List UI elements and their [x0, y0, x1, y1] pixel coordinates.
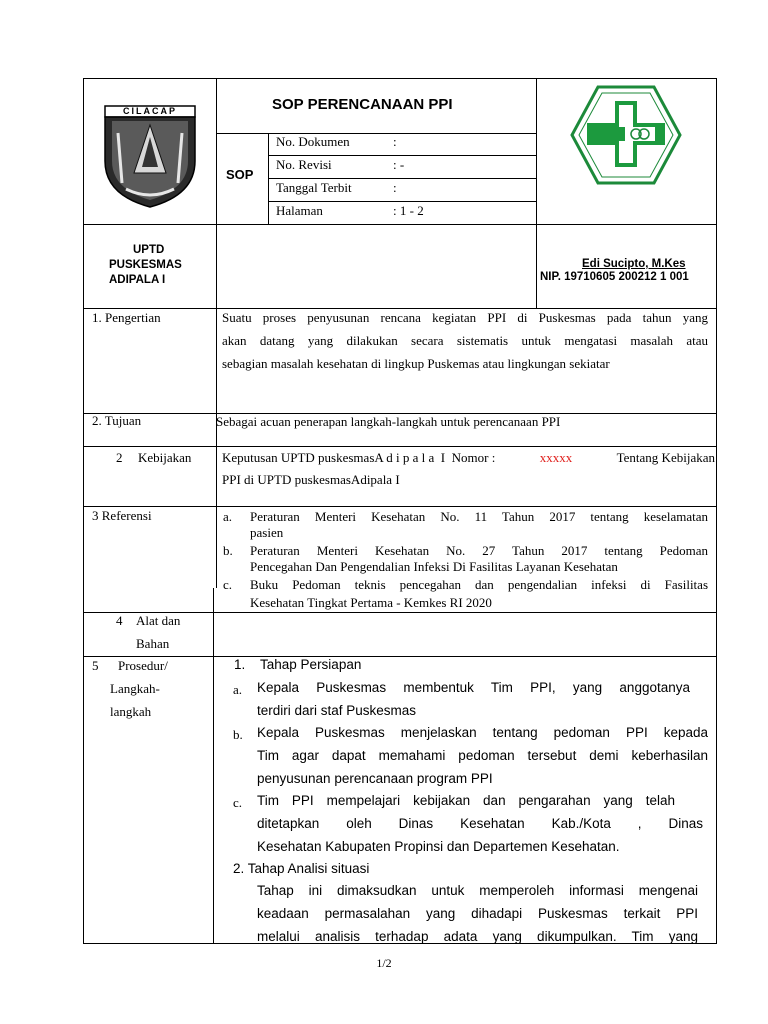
- referensi-a-line-1: Peraturan Menteri Kesehatan No. 11 Tahun 2017 tentang keselamatan: [250, 509, 708, 524]
- page-title: SOP PERENCANAAN PPI: [272, 96, 453, 113]
- kebijakan-line-1: [222, 450, 715, 466]
- row-divider-prosedur: [83, 656, 717, 657]
- prosedur-c-line-1: Tim PPI mempelajari kebijakan dan pengarahan yang telah: [257, 793, 675, 808]
- field-value-no-revisi: : -: [393, 157, 405, 172]
- prosedur-c-line-3: Kesehatan Kabupaten Propinsi dan Departemen Kesehatan.: [257, 839, 620, 854]
- puskesmas-logo-icon: [570, 84, 682, 186]
- field-label-no-dokumen: No. Dokumen: [276, 134, 350, 149]
- prosedur-step-2: 2. Tahap Analisi situasi: [233, 861, 370, 876]
- referensi-b-marker: b.: [223, 543, 233, 558]
- label-prosedur-line-3: langkah: [110, 704, 152, 719]
- label-referensi: 3 Referensi: [92, 508, 152, 523]
- field-divider-1: [268, 155, 536, 156]
- field-label-tanggal-terbit: Tanggal Terbit: [276, 180, 352, 195]
- header-divider-right: [536, 78, 537, 309]
- kebijakan-line-1-b: Tentang Kebijakan: [616, 450, 715, 465]
- prosedur-c-line-2: ditetapkan oleh Dinas Kesehatan Kab./Kota , Dinas: [257, 816, 703, 831]
- prosedur-a-line-1: Kepala Puskesmas membentuk Tim PPI, yang anggotanya: [257, 680, 690, 695]
- prosedur-para-line-2: keadaan permasalahan yang dihadapi Puskesmas terkait PPI: [257, 906, 698, 921]
- cilacap-logo: [100, 103, 200, 209]
- label-alat-num: 4: [116, 613, 123, 628]
- label-pengertian: 1. Pengertian: [92, 310, 161, 325]
- row-divider-kebijakan: [83, 446, 717, 447]
- header-row-divider: [83, 224, 717, 225]
- kebijakan-nomor: xxxxx: [539, 450, 573, 465]
- kebijakan-line-1-a: Keputusan UPTD puskesmasA d i p a l a I Nomor :: [222, 450, 496, 465]
- prosedur-step-1: 1. Tahap Persiapan: [234, 657, 362, 672]
- field-label-halaman: Halaman: [276, 203, 323, 218]
- cilacap-logo-text: CILACAP: [123, 106, 177, 116]
- referensi-a-marker: a.: [223, 509, 233, 524]
- label-prosedur-line-1: Prosedur/: [118, 658, 168, 673]
- prosedur-b-line-1: Kepala Puskesmas menjelaskan tentang pedoman PPI kepada: [257, 725, 708, 740]
- field-divider-2: [268, 178, 536, 179]
- referensi-c-line-1: Buku Pedoman teknis pencegahan dan pengendalian infeksi di Fasilitas: [250, 577, 708, 592]
- referensi-b-line-2: Pencegahan Dan Pengendalian Infeksi Di Fasilitas Layanan Kesehatan: [250, 559, 618, 574]
- pengertian-line-2: akan datang yang dilakukan secara sistematis untuk mengatasi masalah atau: [222, 333, 708, 348]
- label-tujuan: 2. Tujuan: [92, 413, 142, 428]
- prosedur-para-line-1: Tahap ini dimaksudkan untuk memperoleh informasi mengenai: [257, 883, 698, 898]
- label-alat-line-1: Alat dan: [136, 613, 181, 628]
- prosedur-a-line-2: terdiri dari staf Puskesmas: [257, 703, 417, 718]
- tujuan-text: Sebagai acuan penerapan langkah-langkah untuk perencanaan PPI: [216, 414, 561, 429]
- label-alat-line-2: Bahan: [136, 636, 170, 651]
- referensi-b-line-1: Peraturan Menteri Kesehatan No. 27 Tahun 2017 tentang Pedoman: [250, 543, 708, 558]
- prosedur-b-marker: b.: [233, 727, 243, 742]
- sop-label: SOP: [226, 167, 254, 182]
- prosedur-b-line-3: penyusunan perencanaan program PPI: [257, 771, 493, 786]
- prosedur-b-line-2: Tim agar dapat memahami pedoman tersebut demi keberhasilan: [257, 748, 708, 763]
- org-line-3: ADIPALA I: [109, 274, 166, 286]
- label-prosedur-num: 5: [92, 658, 99, 673]
- field-value-no-dokumen: :: [393, 134, 397, 149]
- referensi-a-line-2: pasien: [250, 525, 284, 540]
- prosedur-c-marker: c.: [233, 795, 243, 810]
- header-divider-left: [216, 78, 217, 588]
- prosedur-a-marker: a.: [233, 682, 243, 697]
- page-number: 1/2: [376, 956, 392, 970]
- table-border-top: [83, 78, 717, 79]
- field-value-tanggal-terbit: :: [393, 180, 397, 195]
- kebijakan-line-2: PPI di UPTD puskesmasAdipala I: [222, 472, 400, 487]
- label-kebijakan-num: 2: [116, 450, 123, 465]
- prosedur-para-line-3: melalui analisis terhadap adata yang dikumpulkan. Tim yang: [257, 929, 698, 944]
- org-line-2: PUSKESMAS: [109, 259, 182, 271]
- field-divider-3: [268, 201, 536, 202]
- label-kebijakan: Kebijakan: [138, 450, 192, 465]
- field-value-halaman: : 1 - 2: [393, 203, 424, 218]
- title-divider: [216, 133, 536, 134]
- org-row-divider: [83, 308, 717, 309]
- table-border-right: [716, 78, 717, 944]
- referensi-c-marker: c.: [223, 577, 233, 592]
- signer-name: Edi Sucipto, M.Kes: [582, 258, 686, 270]
- body-divider-lower: [213, 588, 214, 944]
- table-border-left: [83, 78, 84, 944]
- referensi-c-line-2: Kesehatan Tingkat Pertama - Kemkes RI 2020: [250, 595, 492, 610]
- signer-nip: NIP. 19710605 200212 1 001: [540, 271, 689, 283]
- label-prosedur-line-2: Langkah-: [110, 681, 160, 696]
- field-label-no-revisi: No. Revisi: [276, 157, 332, 172]
- pengertian-line-1: Suatu proses penyusunan rencana kegiatan PPI di Puskesmas pada tahun yang: [222, 310, 708, 325]
- row-divider-referensi: [83, 506, 717, 507]
- org-line-1: UPTD: [133, 244, 165, 256]
- pengertian-line-3: sebagian masalah kesehatan di lingkup Puskemas atau lingkungan sekiatar: [222, 356, 610, 371]
